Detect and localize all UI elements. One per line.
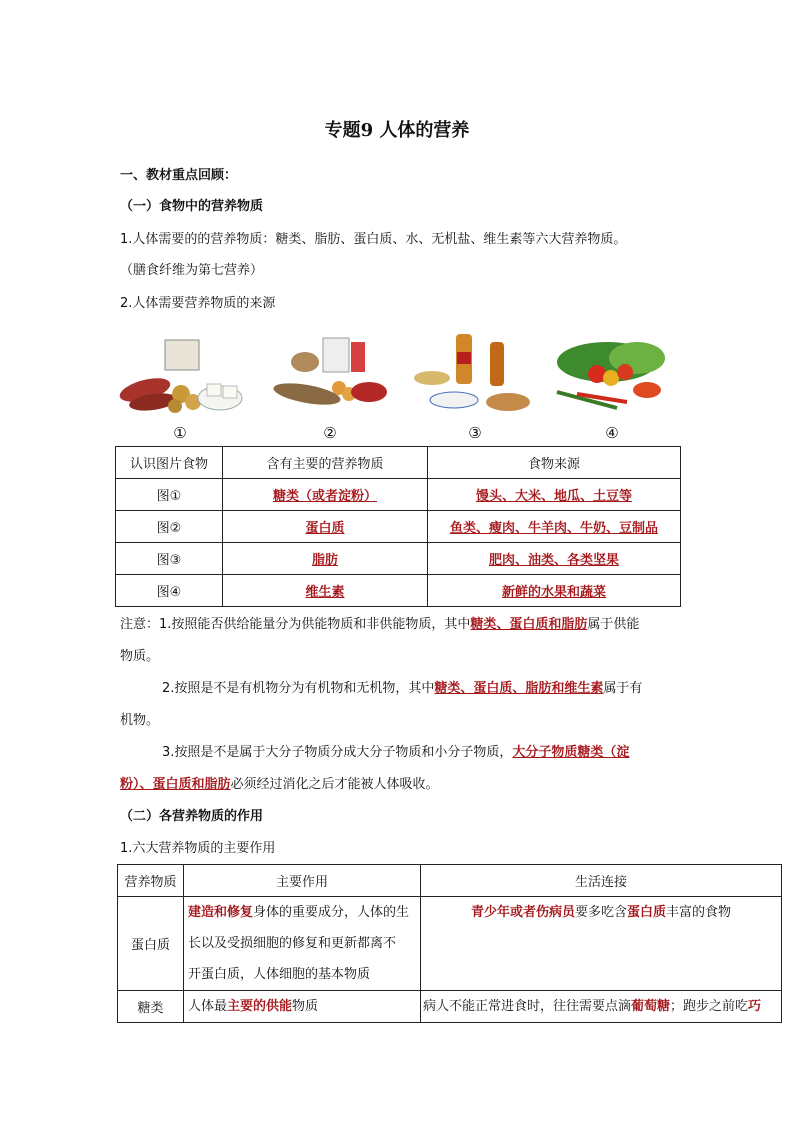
role-highlight: 主要的供能 [227, 999, 293, 1014]
protein-foods-picture [265, 332, 395, 444]
life-text: 丰富的食物 [666, 905, 732, 920]
paragraph-fiber: （膳食纤维为第七营养） [120, 263, 264, 278]
table-row [116, 575, 681, 607]
nutrient-cell: 蛋白质 [223, 511, 428, 543]
life-highlight: 青少年或者伤病员 [470, 905, 575, 920]
life-highlight: 蛋白质 [627, 905, 667, 920]
picture-cell: 图① [116, 479, 223, 511]
note-energy-cont: 物质。 [120, 649, 160, 664]
role-cell [184, 991, 421, 1023]
food-source-table [115, 446, 681, 607]
life-cell [421, 991, 782, 1023]
subsection-heading-1: （一）食物中的营养物质 [120, 199, 264, 214]
picture-number: ② [323, 424, 337, 442]
table-header-cell: 营养物质 [118, 865, 184, 897]
food-pictures-row [115, 332, 680, 444]
note-molecule-cont [120, 776, 439, 794]
source-cell: 新鲜的水果和蔬菜 [428, 575, 681, 607]
table-row [116, 479, 681, 511]
picture-cell: 图③ [116, 543, 223, 575]
life-text: ；跑步之前吃 [670, 999, 749, 1014]
subsection-heading-2: （二）各营养物质的作用 [120, 809, 264, 824]
nutrient-cell: 维生素 [223, 575, 428, 607]
picture-cell: 图④ [116, 575, 223, 607]
picture-cell: 图② [116, 511, 223, 543]
table-row [118, 991, 782, 1023]
source-cell: 馒头、大米、地瓜、土豆等 [428, 479, 681, 511]
nutrient-cell: 脂肪 [223, 543, 428, 575]
picture-number: ④ [605, 424, 619, 442]
note-organic-cont: 机物。 [120, 713, 160, 728]
table-row [116, 511, 681, 543]
note-text: 3.按照是不是属于大分子物质分成大分子物质和小分子物质， [162, 745, 513, 760]
table-header-cell: 食物来源 [428, 447, 681, 479]
picture-number: ③ [468, 424, 482, 442]
note-highlight: 大分子物质糖类（淀 [512, 745, 630, 760]
life-cell [421, 897, 782, 991]
vegetables-icon [547, 332, 677, 424]
life-text: 要多吃含 [574, 905, 627, 920]
nutrient-cell: 糖类（或者淀粉） [223, 479, 428, 511]
note-energy [120, 616, 639, 634]
table-header-cell: 认识图片食物 [116, 447, 223, 479]
table-row [116, 543, 681, 575]
role-text: 人体最 [188, 999, 228, 1014]
table-header-cell: 含有主要的营养物质 [223, 447, 428, 479]
role-text: 身体的重要成分，人体的生 [253, 905, 410, 920]
role-cell [184, 897, 421, 991]
role-line: 开蛋白质，人体细胞的基本物质 [188, 967, 371, 982]
table-header-row [118, 865, 782, 897]
staple-foods-icon [115, 332, 245, 424]
note-text: 属于供能 [587, 617, 640, 632]
source-cell: 鱼类、瘦肉、牛羊肉、牛奶、豆制品 [428, 511, 681, 543]
note-molecule [162, 744, 629, 762]
source-cell: 肥肉、油类、各类坚果 [428, 543, 681, 575]
nutrient-role-table [117, 864, 782, 1023]
role-line: 长以及受损细胞的修复和更新都离不 [188, 936, 397, 951]
protein-foods-icon [265, 332, 395, 424]
life-highlight: 巧 [748, 999, 762, 1014]
fat-foods-picture [410, 332, 540, 444]
fat-foods-icon [410, 332, 540, 424]
life-highlight: 葡萄糖 [631, 999, 671, 1014]
role-line [188, 897, 416, 928]
role-highlight: 建造和修复 [188, 905, 254, 920]
role-text: 物质 [292, 999, 319, 1014]
note-highlight: 糖类、蛋白质和脂肪 [470, 617, 588, 632]
table-header-cell: 主要作用 [184, 865, 421, 897]
table-header-row [116, 447, 681, 479]
section-heading-1: 一、教材重点回顾： [120, 168, 238, 183]
paragraph-sources: 2.人体需要营养物质的来源 [120, 296, 276, 311]
staple-foods-picture [115, 332, 245, 444]
table-row [118, 897, 782, 991]
nutrient-name-cell: 蛋白质 [118, 897, 184, 991]
note-highlight: 糖类、蛋白质、脂肪和维生素 [434, 681, 604, 696]
note-organic [162, 680, 642, 698]
note-text: 属于有 [603, 681, 643, 696]
picture-number: ① [173, 424, 187, 442]
paragraph-roles: 1.六大营养物质的主要作用 [120, 841, 276, 856]
paragraph-nutrients: 1.人体需要的的营养物质：糖类、脂肪、蛋白质、水、无机盐、维生素等六大营养物质。 [120, 232, 627, 247]
life-text: 病人不能正常进食时，往往需要点滴 [423, 999, 632, 1014]
nutrient-name-cell: 糖类 [118, 991, 184, 1023]
vegetables-picture [547, 332, 677, 444]
table-header-cell: 生活连接 [421, 865, 782, 897]
note-highlight: 粉）、蛋白质和脂肪 [120, 777, 231, 792]
note-text: 2.按照是不是有机物分为有机物和无机物，其中 [162, 681, 435, 696]
note-text: 注意：1.按照能否供给能量分为供能物质和非供能物质，其中 [120, 617, 471, 632]
page-title: 专题9 人体的营养 [324, 120, 470, 141]
note-text: 必须经过消化之后才能被人体吸收。 [230, 777, 439, 792]
